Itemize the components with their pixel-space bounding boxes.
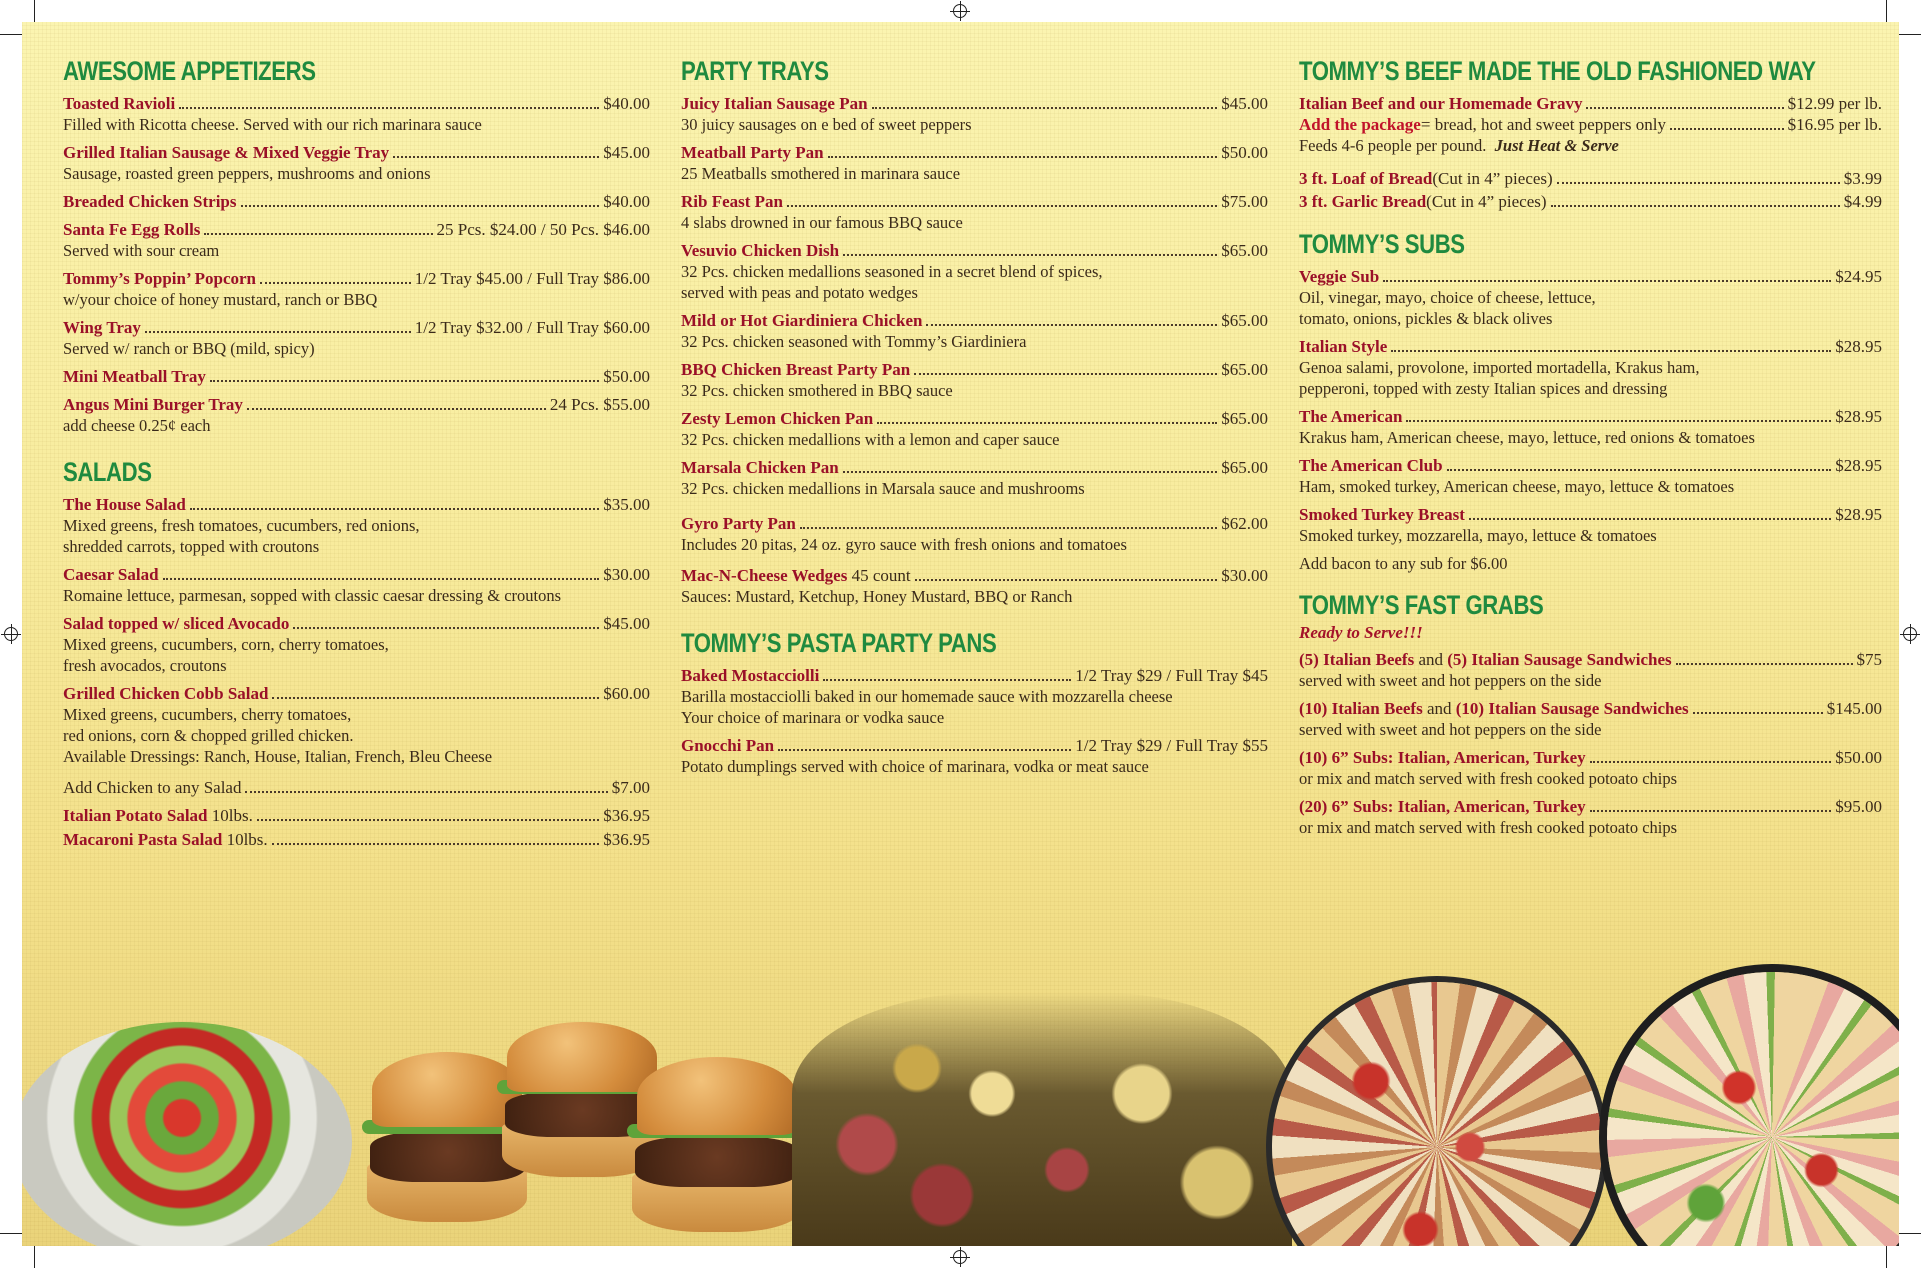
leader-dots (800, 527, 1217, 529)
menu-item (63, 219, 650, 261)
leader-dots (190, 508, 599, 510)
item-price: $30.00 (603, 565, 650, 584)
item-price: $28.95 (1835, 337, 1882, 356)
item-name: Add Chicken to any Salad (63, 778, 242, 797)
item-price: 1/2 Tray $32.00 / Full Tray $60.00 (414, 318, 650, 337)
column-left (63, 56, 650, 857)
item-name: Italian Style (1299, 337, 1388, 356)
menu-item (681, 310, 1268, 352)
leader-dots (843, 471, 1218, 473)
item-desc: 4 slabs drowned in our famous BBQ sauce (681, 213, 963, 232)
section-title-appetizers: AWESOME APPETIZERS (63, 56, 316, 86)
leader-dots (1670, 128, 1784, 130)
item-price: $4.99 (1843, 192, 1882, 211)
registration-mark-right (1903, 627, 1917, 641)
menu-item (63, 805, 650, 826)
menu-item (63, 564, 650, 606)
item-price: 1/2 Tray $29 / Full Tray $55 (1075, 736, 1268, 755)
registration-mark-left (4, 627, 18, 641)
item-desc: pepperoni, topped with zesty Italian spices and dressing (1299, 379, 1668, 398)
fast-grabs-tagline: Ready to Serve!!! (1299, 623, 1423, 642)
menu-item (1299, 336, 1882, 399)
item-desc: Filled with Ricotta cheese. Served with our rich marinara sauce (63, 115, 482, 134)
item-price: $65.00 (1221, 360, 1268, 379)
item-price: $30.00 (1221, 566, 1268, 585)
item-price: $75.00 (1221, 192, 1268, 211)
menu-item (63, 366, 650, 387)
leader-dots (1406, 420, 1831, 422)
item-name: (10) Italian Sausage Sandwiches (1455, 699, 1689, 718)
item-price: $16.95 per lb. (1787, 115, 1882, 134)
item-name: Caesar Salad (63, 565, 159, 584)
item-name: The American (1299, 407, 1403, 426)
menu-item (63, 683, 650, 767)
item-price: $95.00 (1835, 797, 1882, 816)
section-title-subs: TOMMY’S SUBS (1299, 229, 1465, 259)
menu-item (681, 513, 1268, 555)
item-name: Angus Mini Burger Tray (63, 395, 243, 414)
item-name: Gnocchi Pan (681, 736, 775, 755)
item-desc: 32 Pcs. chicken seasoned with Tommy’s Giardiniera (681, 332, 1027, 351)
item-desc: 32 Pcs. chicken medallions with a lemon and caper sauce (681, 430, 1060, 449)
column-middle (681, 56, 1268, 784)
item-price: $24.95 (1835, 267, 1882, 286)
leader-dots (245, 791, 607, 793)
item-desc: red onions, corn & chopped grilled chicken. (63, 726, 354, 745)
item-desc: served with peas and potato wedges (681, 283, 918, 302)
leader-dots (1557, 182, 1840, 184)
item-name: (10) 6” Subs: Italian, American, Turkey (1299, 748, 1586, 767)
leader-dots (1383, 280, 1831, 282)
item-name: Macaroni Pasta Salad (63, 830, 223, 849)
item-desc: tomato, onions, pickles & black olives (1299, 309, 1553, 328)
item-desc: served with sweet and hot peppers on the side (1299, 720, 1602, 739)
menu-item (681, 565, 1268, 607)
leader-dots (823, 679, 1071, 681)
item-price: $3.99 (1843, 169, 1882, 188)
item-name: The House Salad (63, 495, 186, 514)
item-price: $65.00 (1221, 458, 1268, 477)
sandwich-platter-photo (1272, 982, 1602, 1246)
item-price: 25 Pcs. $24.00 / 50 Pcs. $46.00 (436, 220, 650, 239)
item-name: Mild or Hot Giardiniera Chicken (681, 311, 923, 330)
item-desc: add cheese 0.25¢ each (63, 416, 211, 435)
sub-platter-photo (1607, 972, 1899, 1246)
leader-dots (914, 373, 1217, 375)
item-name: Baked Mostacciolli (681, 666, 820, 685)
menu-item (1299, 168, 1882, 189)
menu-item (1299, 649, 1882, 691)
crop-mark (1899, 1233, 1921, 1234)
item-desc: Includes 20 pitas, 24 oz. gyro sauce with fresh onions and tomatoes (681, 535, 1127, 554)
item-desc: Ham, smoked turkey, American cheese, mayo, lettuce & tomatoes (1299, 477, 1735, 496)
leader-dots (272, 843, 600, 845)
menu-item (681, 191, 1268, 233)
item-name: Salad topped w/ sliced Avocado (63, 614, 290, 633)
leader-dots (915, 579, 1218, 581)
leader-dots (778, 749, 1071, 751)
menu-item (681, 735, 1268, 777)
leader-dots (877, 422, 1217, 424)
item-desc: Mixed greens, cucumbers, cherry tomatoes, (63, 705, 352, 724)
leader-dots (1693, 712, 1823, 714)
item-name: The American Club (1299, 456, 1443, 475)
item-name: Rib Feast Pan (681, 192, 783, 211)
menu-item (681, 93, 1268, 135)
item-desc: Available Dressings: Ranch, House, Italian, French, Bleu Cheese (63, 747, 493, 766)
item-name: Meatball Party Pan (681, 143, 824, 162)
registration-mark-bottom (953, 1250, 967, 1264)
item-price: 24 Pcs. $55.00 (549, 395, 650, 414)
item-name: BBQ Chicken Breast Party Pan (681, 360, 911, 379)
leader-dots (241, 205, 600, 207)
salad-photo (22, 1022, 352, 1246)
menu-item (681, 457, 1268, 499)
menu-item (681, 240, 1268, 303)
item-joiner: and (1422, 699, 1456, 718)
item-name: 3 ft. Garlic Bread (1299, 192, 1427, 211)
menu-item (63, 829, 650, 850)
item-price: $12.99 per lb. (1787, 94, 1882, 113)
menu-item (681, 408, 1268, 450)
item-price: $40.00 (603, 94, 650, 113)
item-desc: Krakus ham, American cheese, mayo, lettuce, red onions & tomatoes (1299, 428, 1755, 447)
menu-item (681, 359, 1268, 401)
item-name: Add the package (1299, 115, 1421, 134)
food-photo-strip (22, 952, 1899, 1246)
item-price: $65.00 (1221, 311, 1268, 330)
item-desc: 32 Pcs. chicken smothered in BBQ sauce (681, 381, 953, 400)
leader-dots (872, 107, 1218, 109)
item-price: $35.00 (603, 495, 650, 514)
menu-item (1299, 504, 1882, 546)
item-desc: served with sweet and hot peppers on the side (1299, 671, 1602, 690)
heat-serve-note: Just Heat & Serve (1494, 136, 1619, 155)
menu-item (1299, 191, 1882, 212)
menu-item (63, 268, 650, 310)
item-name: (10) Italian Beefs (1299, 699, 1423, 718)
item-name: Marsala Chicken Pan (681, 458, 839, 477)
item-name: Juicy Italian Sausage Pan (681, 94, 868, 113)
leader-dots (1676, 663, 1853, 665)
item-detail: (Cut in 4” pieces) (1426, 192, 1547, 211)
menu-item (681, 665, 1268, 728)
item-name: Grilled Chicken Cobb Salad (63, 684, 269, 703)
item-price: $65.00 (1221, 409, 1268, 428)
item-name: (20) 6” Subs: Italian, American, Turkey (1299, 797, 1586, 816)
menu-item (1299, 93, 1882, 156)
leader-dots (210, 380, 599, 382)
menu-item (63, 494, 650, 557)
item-price: 1/2 Tray $45.00 / Full Tray $86.00 (414, 269, 650, 288)
leader-dots (163, 578, 600, 580)
item-desc: or mix and match served with fresh cooked potoato chips (1299, 818, 1678, 837)
item-name: Gyro Party Pan (681, 514, 796, 533)
item-name: Smoked Turkey Breast (1299, 505, 1465, 524)
item-desc: Sausage, roasted green peppers, mushrooms and onions (63, 164, 431, 183)
item-desc: Genoa salami, provolone, imported mortadella, Krakus ham, (1299, 358, 1700, 377)
menu-item (1299, 266, 1882, 329)
feeds-note: Feeds 4-6 people per pound. (1299, 136, 1487, 155)
item-price: $45.00 (603, 143, 650, 162)
item-desc: fresh avocados, croutons (63, 656, 227, 675)
item-name: Tommy’s Poppin’ Popcorn (63, 269, 257, 288)
leader-dots (145, 331, 411, 333)
leader-dots (1447, 469, 1832, 471)
item-price: 1/2 Tray $29 / Full Tray $45 (1075, 666, 1268, 685)
section-title-fast-grabs: TOMMY’S FAST GRABS (1299, 590, 1544, 620)
item-desc: Smoked turkey, mozzarella, mayo, lettuce & tomatoes (1299, 526, 1657, 545)
menu-item (63, 191, 650, 212)
item-desc: 30 juicy sausages on e bed of sweet peppers (681, 115, 972, 134)
leader-dots (1586, 107, 1783, 109)
menu-item (1299, 698, 1882, 740)
item-name: Vesuvio Chicken Dish (681, 241, 840, 260)
leader-dots (787, 205, 1217, 207)
item-price: $36.95 (603, 830, 650, 849)
item-qty: 10lbs. (226, 830, 268, 849)
leader-dots (1590, 810, 1832, 812)
item-desc: Served with sour cream (63, 241, 220, 260)
menu-item (63, 777, 650, 798)
item-name: Italian Beef and our Homemade Gravy (1299, 94, 1583, 113)
item-name: (5) Italian Beefs (1299, 650, 1415, 669)
item-price: $40.00 (603, 192, 650, 211)
item-desc: 32 Pcs. chicken medallions seasoned in a secret blend of spices, (681, 262, 1103, 281)
leader-dots (843, 254, 1217, 256)
item-detail: (Cut in 4” pieces) (1432, 169, 1553, 188)
item-name: Mac-N-Cheese Wedges (681, 566, 848, 585)
leader-dots (293, 627, 599, 629)
menu-item (63, 613, 650, 676)
item-detail: = bread, hot and sweet peppers only (1420, 115, 1667, 134)
section-title-salads: SALADS (63, 457, 152, 487)
item-name: (5) Italian Sausage Sandwiches (1447, 650, 1672, 669)
registration-mark-top (953, 4, 967, 18)
item-price: $28.95 (1835, 456, 1882, 475)
item-name: Santa Fe Egg Rolls (63, 220, 201, 239)
leader-dots (257, 819, 599, 821)
leader-dots (393, 156, 599, 158)
item-desc: Romaine lettuce, parmesan, sopped with classic caesar dressing & croutons (63, 586, 562, 605)
leader-dots (1391, 350, 1831, 352)
section-title-party-trays: PARTY TRAYS (681, 56, 829, 86)
potatoes-sausage-photo (792, 992, 1292, 1246)
menu-item (1299, 455, 1882, 497)
item-price: $36.95 (603, 806, 650, 825)
item-name: Italian Potato Salad (63, 806, 208, 825)
crop-mark (34, 0, 35, 22)
leader-dots (272, 697, 599, 699)
item-price: $45.00 (603, 614, 650, 633)
crop-mark (1886, 0, 1887, 22)
item-desc: shredded carrots, topped with croutons (63, 537, 320, 556)
leader-dots (1551, 205, 1840, 207)
menu-page (22, 22, 1899, 1246)
item-name: Wing Tray (63, 318, 141, 337)
item-joiner: and (1414, 650, 1448, 669)
bacon-note: Add bacon to any sub for $6.00 (1299, 554, 1508, 573)
item-name: Veggie Sub (1299, 267, 1380, 286)
item-desc: Oil, vinegar, mayo, choice of cheese, lettuce, (1299, 288, 1596, 307)
item-name: 3 ft. Loaf of Bread (1299, 169, 1433, 188)
item-qty: 45 count (851, 566, 911, 585)
leader-dots (828, 156, 1218, 158)
item-name: Grilled Italian Sausage & Mixed Veggie Tray (63, 143, 390, 162)
item-desc: Sauces: Mustard, Ketchup, Honey Mustard, BBQ or Ranch (681, 587, 1073, 606)
leader-dots (204, 233, 432, 235)
leader-dots (179, 107, 599, 109)
menu-item (1299, 796, 1882, 838)
item-desc: 32 Pcs. chicken medallions in Marsala sauce and mushrooms (681, 479, 1085, 498)
menu-item (681, 142, 1268, 184)
crop-mark (1886, 1246, 1887, 1268)
item-name: Zesty Lemon Chicken Pan (681, 409, 874, 428)
menu-item (63, 93, 650, 135)
leader-dots (1590, 761, 1832, 763)
menu-item (63, 317, 650, 359)
section-title-beef: TOMMY’S BEEF MADE THE OLD FASHIONED WAY (1299, 56, 1816, 86)
leader-dots (260, 282, 411, 284)
item-price: $65.00 (1221, 241, 1268, 260)
item-price: $145.00 (1826, 699, 1882, 718)
item-name: Toasted Ravioli (63, 94, 176, 113)
crop-mark (0, 1233, 22, 1234)
item-name: Mini Meatball Tray (63, 367, 206, 386)
item-desc: Potato dumplings served with choice of marinara, vodka or meat sauce (681, 757, 1149, 776)
item-desc: or mix and match served with fresh cooked potoato chips (1299, 769, 1678, 788)
item-price: $28.95 (1835, 407, 1882, 426)
menu-item (1299, 747, 1882, 789)
leader-dots (926, 324, 1217, 326)
item-name: Breaded Chicken Strips (63, 192, 237, 211)
item-price: $50.00 (603, 367, 650, 386)
section-title-pasta: TOMMY’S PASTA PARTY PANS (681, 628, 997, 658)
crop-mark (0, 34, 22, 35)
item-price: $28.95 (1835, 505, 1882, 524)
crop-mark (1899, 34, 1921, 35)
item-desc: Served w/ ranch or BBQ (mild, spicy) (63, 339, 315, 358)
menu-item (1299, 406, 1882, 448)
leader-dots (247, 408, 546, 410)
item-desc: Your choice of marinara or vodka sauce (681, 708, 945, 727)
leader-dots (1469, 518, 1831, 520)
item-price: $50.00 (1835, 748, 1882, 767)
item-desc: w/your choice of honey mustard, ranch or BBQ (63, 290, 378, 309)
crop-mark (34, 1246, 35, 1268)
item-desc: Barilla mostacciolli baked in our homemade sauce with mozzarella cheese (681, 687, 1173, 706)
item-price: $60.00 (603, 684, 650, 703)
menu-item (63, 142, 650, 184)
menu-item (63, 394, 650, 436)
item-price: $45.00 (1221, 94, 1268, 113)
item-price: $62.00 (1221, 514, 1268, 533)
item-qty: 10lbs. (211, 806, 253, 825)
item-price: $7.00 (611, 778, 650, 797)
item-desc: Mixed greens, fresh tomatoes, cucumbers, red onions, (63, 516, 420, 535)
item-desc: 25 Meatballs smothered in marinara sauce (681, 164, 961, 183)
item-desc: Mixed greens, cucumbers, corn, cherry tomatoes, (63, 635, 389, 654)
column-right (1299, 56, 1882, 845)
item-price: $50.00 (1221, 143, 1268, 162)
item-price: $75 (1856, 650, 1882, 669)
